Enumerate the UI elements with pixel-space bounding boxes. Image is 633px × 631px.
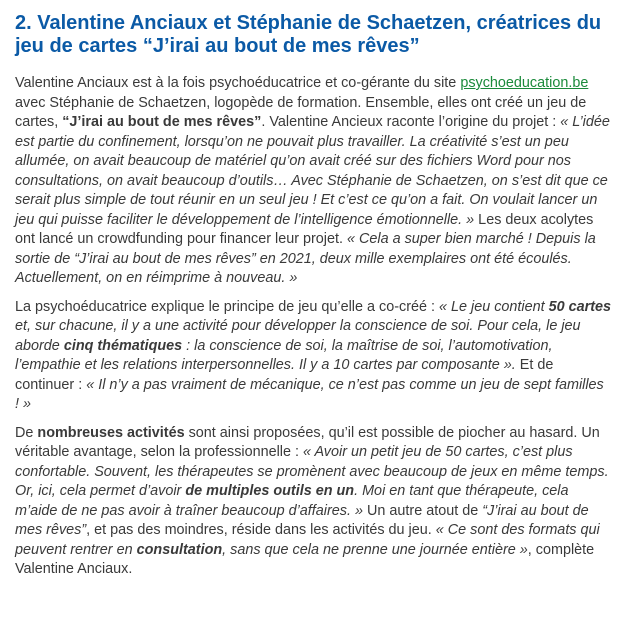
paragraph-1 <box>15 74 611 289</box>
text: sont ainsi proposées, qu’il est possible de piocher au hasard. Un véritable avantage, selon la professionnelle : <box>15 424 600 460</box>
highlight: de multiples outils en un <box>185 483 355 499</box>
highlight: 50 cartes <box>548 298 612 315</box>
quote: « Il n’y a pas vraiment de mécanique, ce n’est pas comme un jeu de sept familles ! » <box>15 376 604 412</box>
quote-text: : la conscience de soi, la maîtrise de soi, l’automotivation, l’empathie et les relations interpersonnelles. Il y a 10 cartes par composante ». <box>15 337 553 373</box>
text: La psychoéducatrice explique le principe de jeu qu’elle a co-créé : <box>15 298 439 315</box>
text: De <box>15 424 38 441</box>
highlight: consultation <box>136 541 223 558</box>
text: Un autre atout de <box>363 502 483 519</box>
text: . Valentine Ancieux raconte l’origine du projet : <box>261 114 561 130</box>
text: avec Stéphanie de Schaetzen, logopède de formation. Ensemble, elles ont créé un jeu de cartes, <box>15 94 587 130</box>
paragraph-2 <box>15 298 611 415</box>
quote: « Cela a super bien marché ! Depuis la sortie de “J’irai au bout de mes rêves” en 2021, deux mille exemplaires ont été écoulés. Actuellement, on en réimprime à nouveau. » <box>15 231 596 286</box>
highlight: cinq thématiques <box>63 337 183 354</box>
quote-text: « Avoir un petit jeu de 50 cartes, c’est plus confortable. Souvent, les thérapeutes se promènent avec beaucoup de jeux en même temps. Or, ici, cela permet d’avoir <box>15 444 609 499</box>
text: , complète Valentine Anciaux. <box>15 541 595 577</box>
text: , et pas des moindres, réside dans les activités du jeu. <box>86 522 436 538</box>
quote-text: . Moi en tant que thérapeute, cela m’aide de ne pas avoir à traîner beaucoup d’affaires. » <box>15 483 569 519</box>
quote-text: « Le jeu contient <box>438 298 549 315</box>
highlight: nombreuses activités <box>37 424 185 441</box>
paragraph-3 <box>15 424 611 580</box>
game-title: “J’irai au bout de mes rêves” <box>62 114 262 130</box>
site-link[interactable]: psychoeducation.be <box>460 75 589 91</box>
quote-text: « Ce sont des formats qui peuvent rentrer en <box>15 522 600 558</box>
section-heading: 2. Valentine Anciaux et Stéphanie de Schaetzen, créatrices du jeu de cartes “J’irai au bout de mes rêves” <box>15 12 602 57</box>
text: Et de continuer : <box>15 357 554 393</box>
text: Valentine Anciaux est à la fois psychoéducatrice et co-gérante du site <box>15 75 461 91</box>
text: Les deux acolytes ont lancé un crowdfunding pour financer leur projet. <box>15 211 594 247</box>
quote: « L’idée est partie du confinement, lorsqu’on ne pouvait plus travailler. La créativité s’est un peu allumée, on avait beaucoup de matériel qu’on avait créé sur des fichiers Word pour nos consultations, on avait beaucoup d’outils… Avec Stéphanie de Schaetzen, on s’est dit que ce serait plus simple de tout réunir en un seul jeu ! Et c’est ce qu’on a fait. On voulait lancer un jeu qui puisse faciliter le développement de l’intelligence émotionnelle. » <box>15 114 610 228</box>
quote-text: , sans que cela ne prenne une journée entière » <box>222 541 528 558</box>
game-title-italic: “J’irai au bout de mes rêves” <box>15 502 589 538</box>
quote-text: et, sur chacune, il y a une activité pour développer la conscience de soi. Pour cela, le jeu aborde <box>15 318 581 354</box>
